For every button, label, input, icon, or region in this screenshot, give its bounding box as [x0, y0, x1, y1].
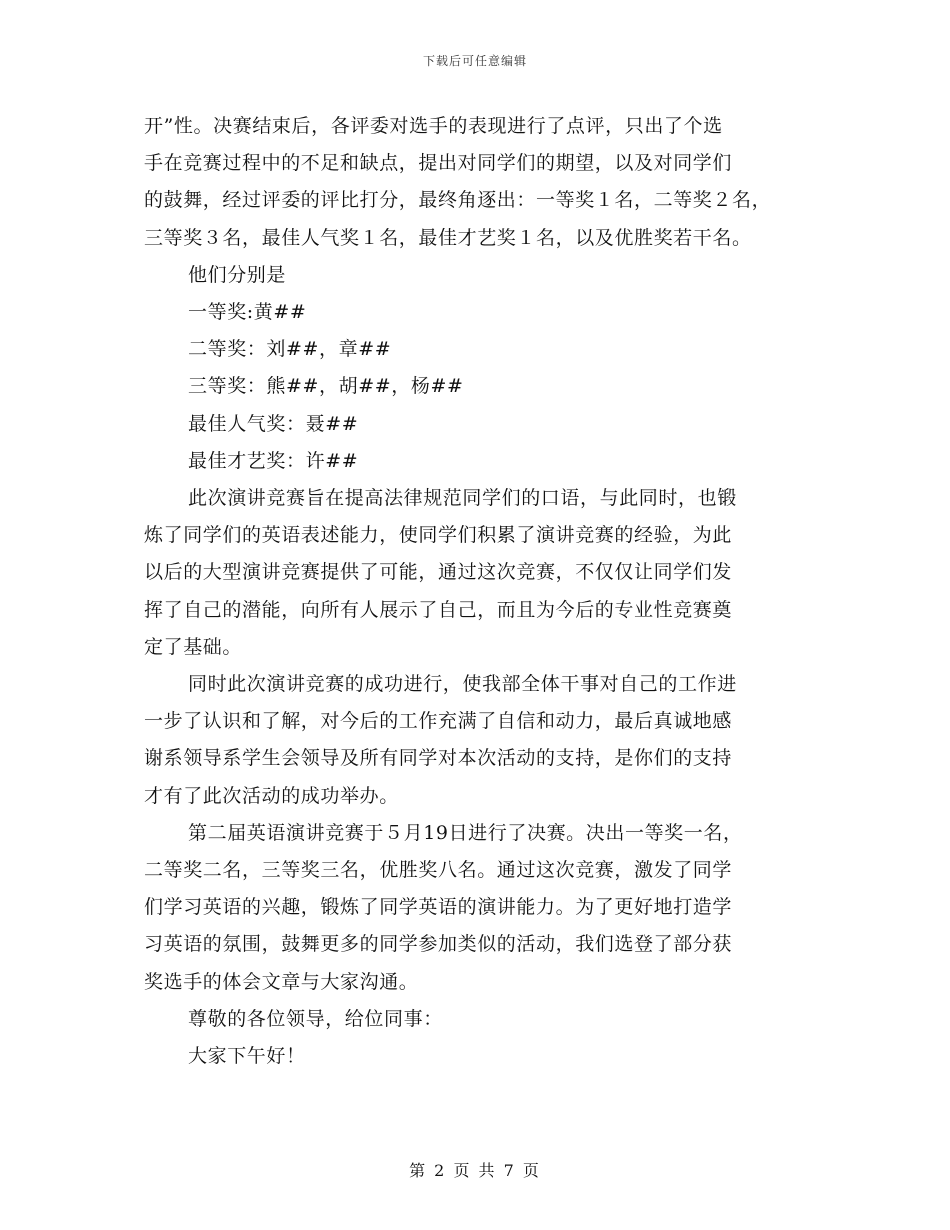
paragraph-second-contest [144, 815, 824, 1001]
text-line: 三等奖３名，最佳人气奖１名，最佳才艺奖１名，以及优胜奖若干名。 [144, 226, 752, 249]
header-note: 下载后可任意编辑 [422, 54, 527, 68]
text-line: 他们分别是 [188, 263, 287, 286]
text-line: 手在竞赛过程中的不足和缺点，提出对同学们的期望，以及对同学们 [144, 152, 733, 175]
text-line: 挥了自己的潜能，向所有人展示了自己，而且为今后的专业性竞赛奠 [144, 598, 733, 621]
award-second: 二等奖：刘##，章## [188, 338, 392, 361]
text-line: 开”性。决赛结束后，各评委对选手的表现进行了点评，只出了个选 [144, 115, 723, 137]
text-line: 才有了此次活动的成功举办。 [144, 784, 399, 807]
awards-list [144, 294, 824, 480]
text-line: 大家下午好！ [188, 1045, 306, 1068]
text-line: 炼了同学们的英语表述能力，使同学们积累了演讲竞赛的经验，为此 [144, 524, 733, 547]
text-line: 的鼓舞，经过评委的评比打分，最终角逐出：一等奖１名，二等奖２名， [144, 189, 772, 212]
document-body [144, 108, 824, 1075]
text-line: 奖选手的体会文章与大家沟通。 [144, 970, 419, 993]
award-third: 三等奖：熊##，胡##，杨## [188, 375, 464, 398]
text-line: 同时此次演讲竞赛的成功进行，使我部全体干事对自己的工作进 [188, 673, 737, 696]
text-line: 以后的大型演讲竞赛提供了可能，通过这次竞赛，不仅仅让同学们发 [144, 561, 733, 584]
award-popularity: 最佳人气奖：聂## [188, 412, 359, 435]
text-line: 们学习英语的兴趣，锻炼了同学英语的演讲能力。为了更好地打造学 [144, 896, 733, 919]
paragraph-purpose [144, 480, 824, 666]
page-number: 第 2 页 共 7 页 [409, 1161, 541, 1180]
paragraph-results [144, 108, 824, 257]
text-line: 尊敬的各位领导，给位同事： [188, 1007, 443, 1030]
text-line: 第二届英语演讲竞赛于５月19日进行了决赛。决出一等奖一名， [188, 821, 743, 844]
text-line: 一步了认识和了解，对今后的工作充满了自信和动力，最后真诚地感 [144, 710, 733, 733]
salutation [144, 1001, 824, 1038]
paragraph-winners-intro [144, 257, 824, 294]
text-line: 谢系领导系学生会领导及所有同学对本次活动的支持，是你们的支持 [144, 747, 733, 770]
award-talent: 最佳才艺奖：许## [188, 449, 359, 472]
award-first: 一等奖:黄## [188, 301, 307, 324]
text-line: 习英语的氛围，鼓舞更多的同学参加类似的活动，我们选登了部分获 [144, 933, 733, 956]
text-line: 定了基础。 [144, 635, 243, 658]
paragraph-thanks [144, 666, 824, 815]
text-line: 二等奖二名，三等奖三名，优胜奖八名。通过这次竞赛，激发了同学 [144, 859, 733, 882]
text-line: 此次演讲竞赛旨在提高法律规范同学们的口语，与此同时，也锻 [188, 487, 737, 510]
greeting [144, 1038, 824, 1075]
